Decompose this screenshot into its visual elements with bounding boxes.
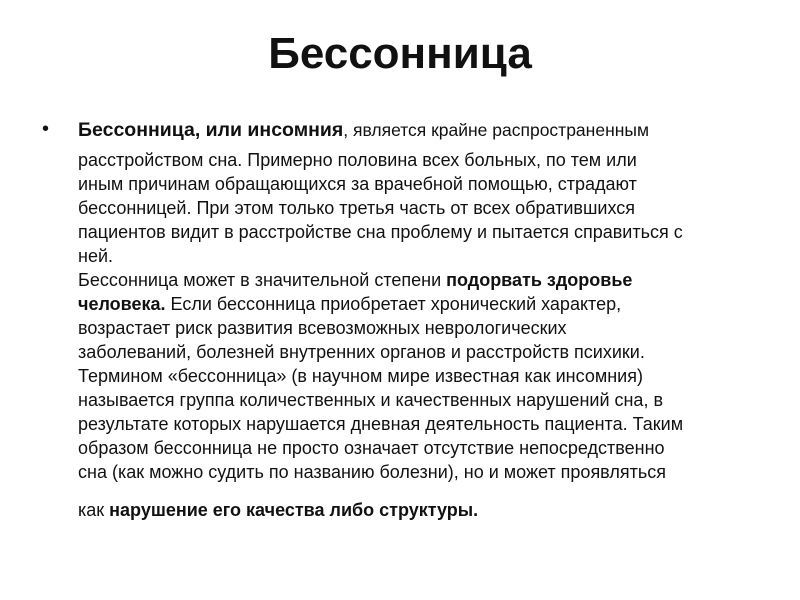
text-line: возрастает риск развития всевозможных неврологических [78,318,567,338]
text-fragment: , является крайне распространенным [343,120,650,140]
text-line: сна (как можно судить по названию болезни), но и может проявляться [78,462,666,482]
text-line: расстройством сна. Примерно половина всех больных, по тем или [78,150,637,170]
emphasis-text: нарушение его качества либо структуры. [109,500,479,520]
emphasis-text: подорвать здоровье [446,270,633,290]
emphasis-text: человека. [78,294,166,314]
text-line: заболеваний, болезней внутренних органов и расстройств психики. [78,342,645,362]
text-line: ней. [78,246,114,266]
text-line [78,498,760,522]
text-line: иным причинам обращающихся за врачебной помощью, страдают [78,174,637,194]
text-line: пациентов видит в расстройстве сна проблему и пытается справиться с [78,222,683,242]
text-line [78,116,760,144]
bullet-list [0,116,800,522]
list-item [0,116,800,522]
slide-title: Бессонница [268,29,532,78]
text-line: называется группа количественных и качественных нарушений сна, в [78,390,664,410]
text-fragment: Если бессонница приобретает хронический характер, [165,294,622,314]
text-fragment: Бессонница может в значительной степени [78,270,447,290]
text-line [78,268,760,292]
text-line: бессонницей. При этом только третья часть от всех обратившихся [78,198,636,218]
bullet-marker: • [42,118,50,140]
text-line [78,292,760,316]
text-fragment: как [78,500,110,520]
text-line: образом бессонница не просто означает отсутствие непосредственно [78,438,665,458]
lead-term: Бессонница, или инсомния [78,119,344,141]
text-line: результате которых нарушается дневная деятельность пациента. Таким [78,414,684,434]
text-line: Термином «бессонница» (в научном мире известная как инсомния) [78,366,643,386]
